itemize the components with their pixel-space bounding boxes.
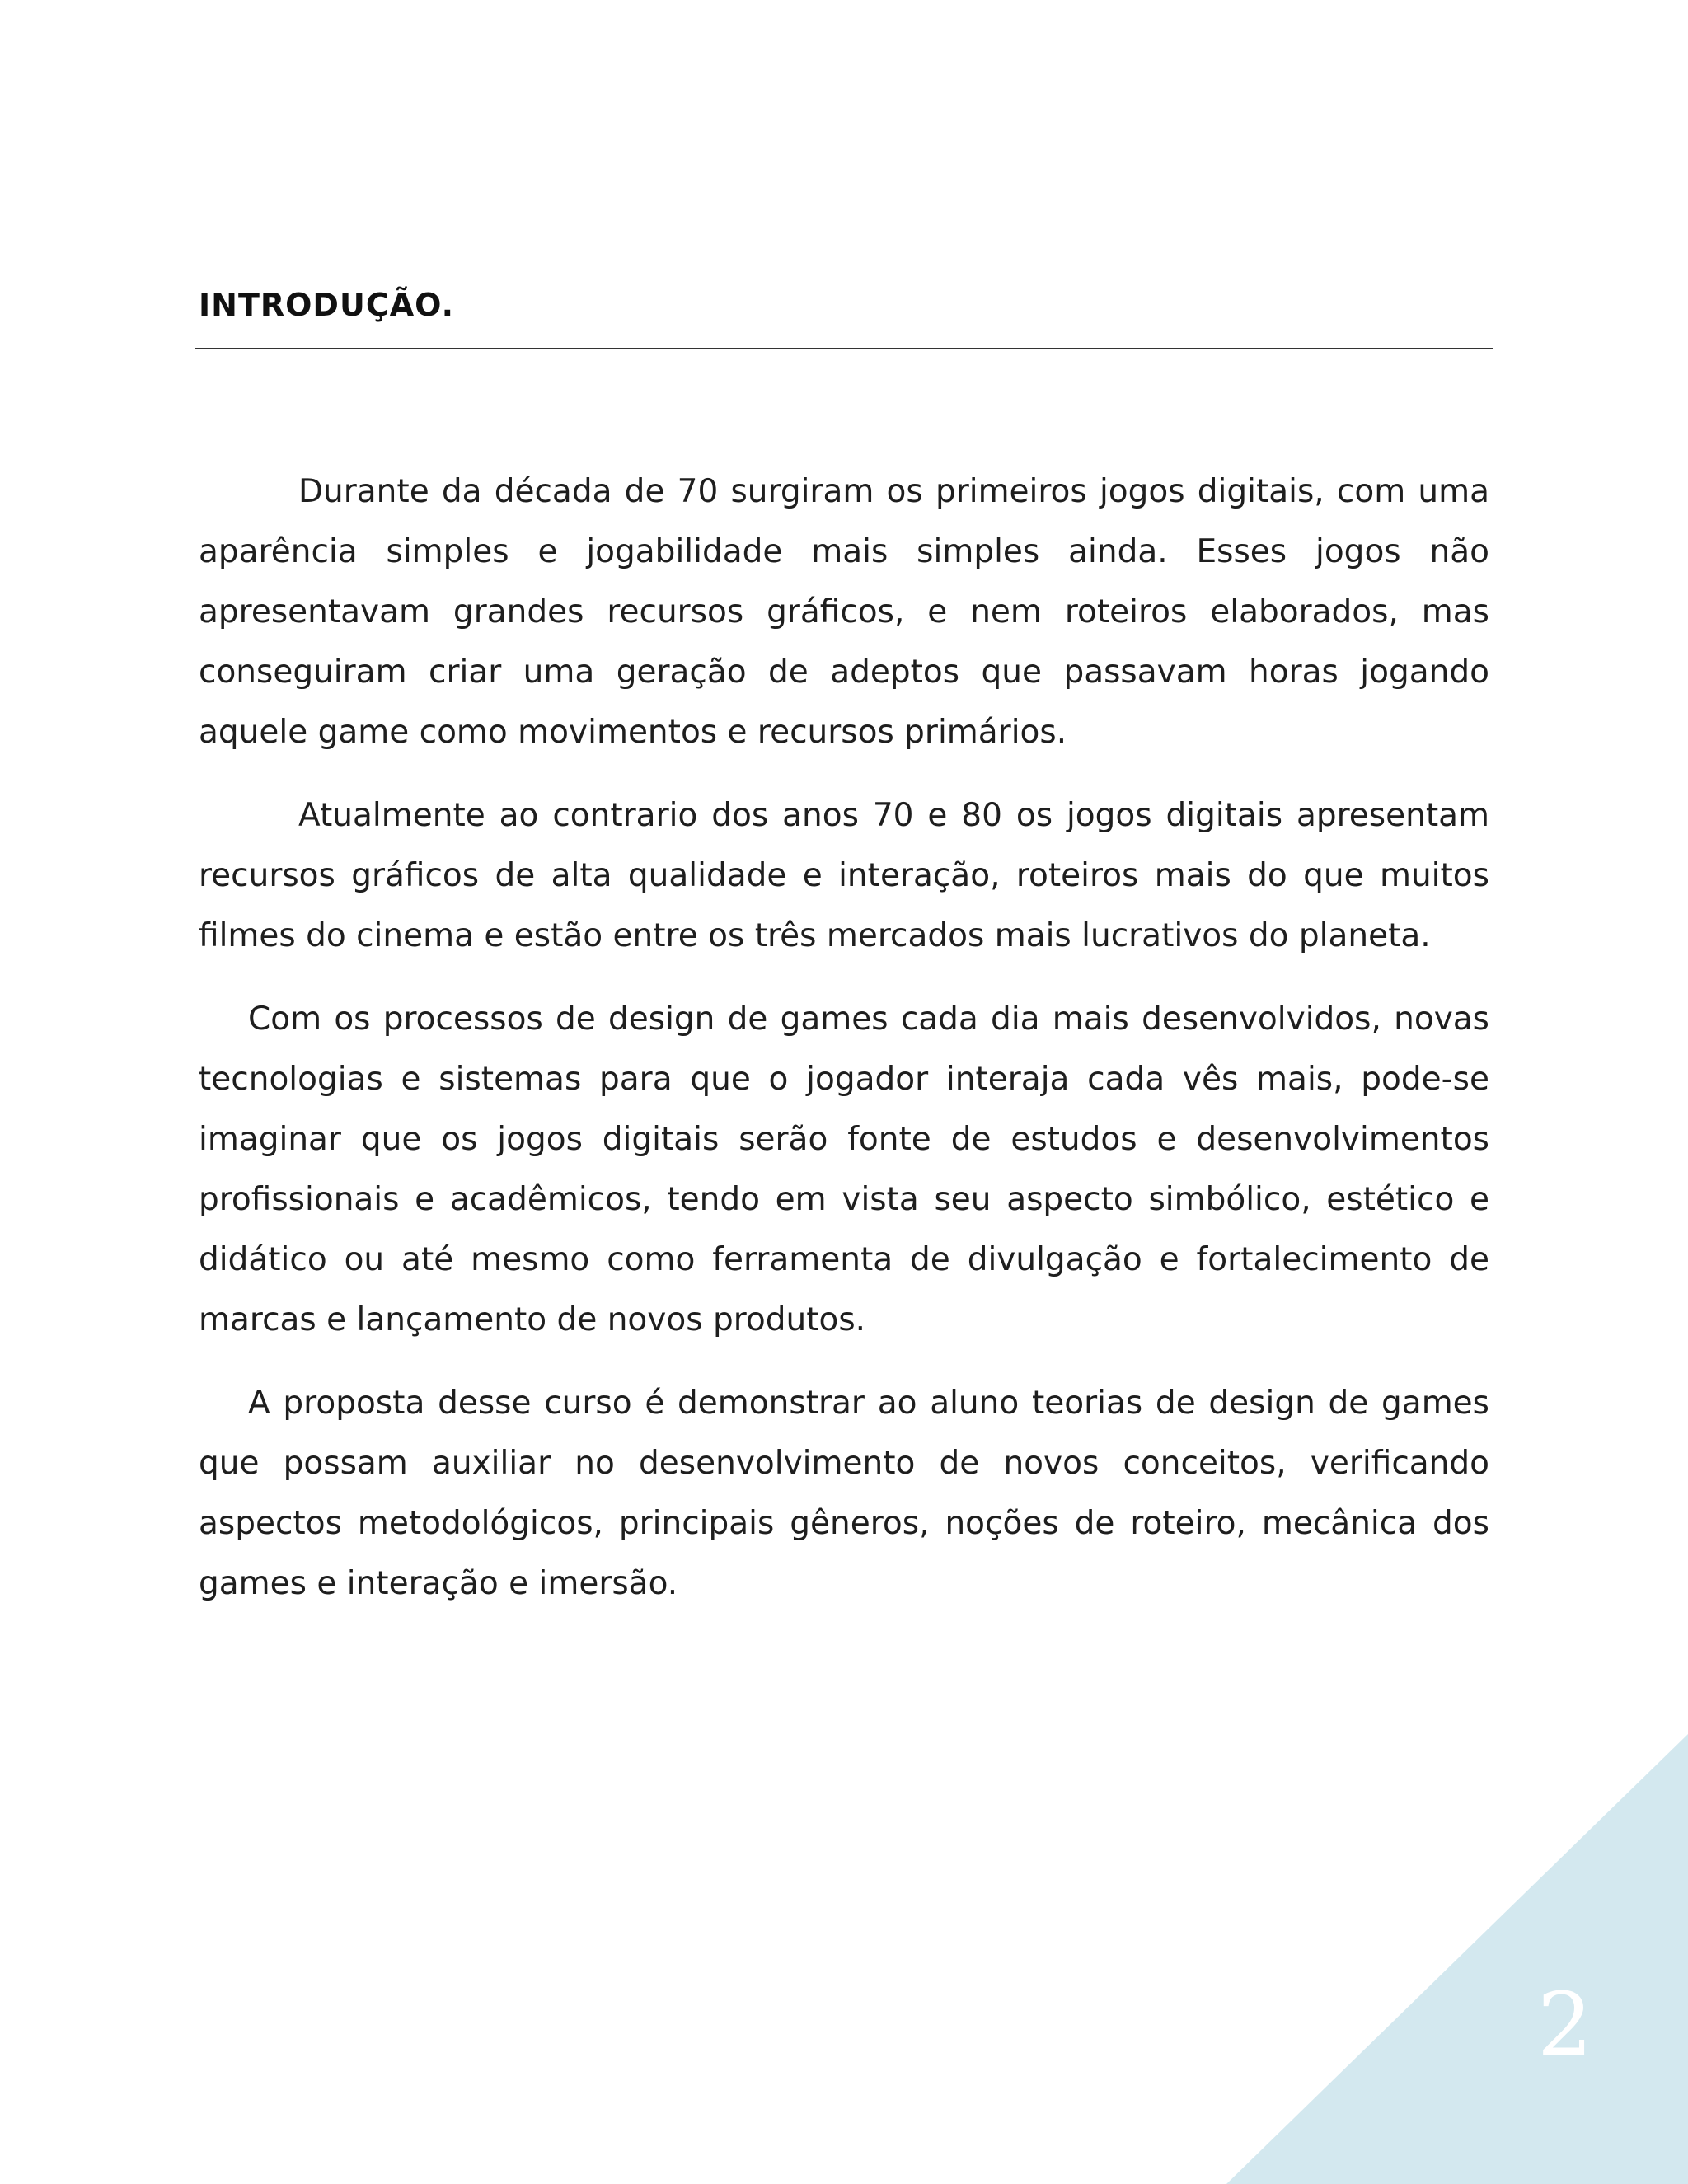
paragraph-2: Atualmente ao contrario dos anos 70 e 80 os jogos digitais apresentam recursos gráficos de alta qualidade e interação, roteiros mais do que muitos filmes do cinema e estão entre os três mercados mais lucrativos do planeta.	[199, 797, 1489, 954]
heading-divider	[195, 348, 1493, 349]
section-heading: INTRODUÇÃO.	[199, 287, 455, 323]
paragraph-4: A proposta desse curso é demonstrar ao aluno teorias de design de games que possam auxiliar no desenvolvimento de novos conceitos, verificando aspectos metodológicos, principais gêneros, noções de roteiro, mecânica dos games e interação e imersão.	[199, 1385, 1489, 1602]
paragraph-1: Durante da década de 70 surgiram os primeiros jogos digitais, com uma aparência simples e jogabilidade mais simples ainda. Esses jogos não apresentavam grandes recursos gráficos, e nem roteiros elaborados, mas conseguiram criar uma geração de adeptos que passavam horas jogando aquele game como movimentos e recursos primários.	[199, 473, 1489, 751]
body-text	[199, 462, 1489, 1637]
corner-triangle-decoration	[1226, 1734, 1688, 2184]
paragraph-3: Com os processos de design de games cada dia mais desenvolvidos, novas tecnologias e sistemas para que o jogador interaja cada vês mais, pode-se imaginar que os jogos digitais serão fonte de estudos e desenvolvimentos profissionais e acadêmicos, tendo em vista seu aspecto simbólico, estético e didático ou até mesmo como ferramenta de divulgação e fortalecimento de marcas e lançamento de novos produtos.	[199, 1001, 1489, 1338]
corner-triangle	[1226, 1734, 1688, 2184]
page-number: 2	[1537, 1974, 1593, 2075]
